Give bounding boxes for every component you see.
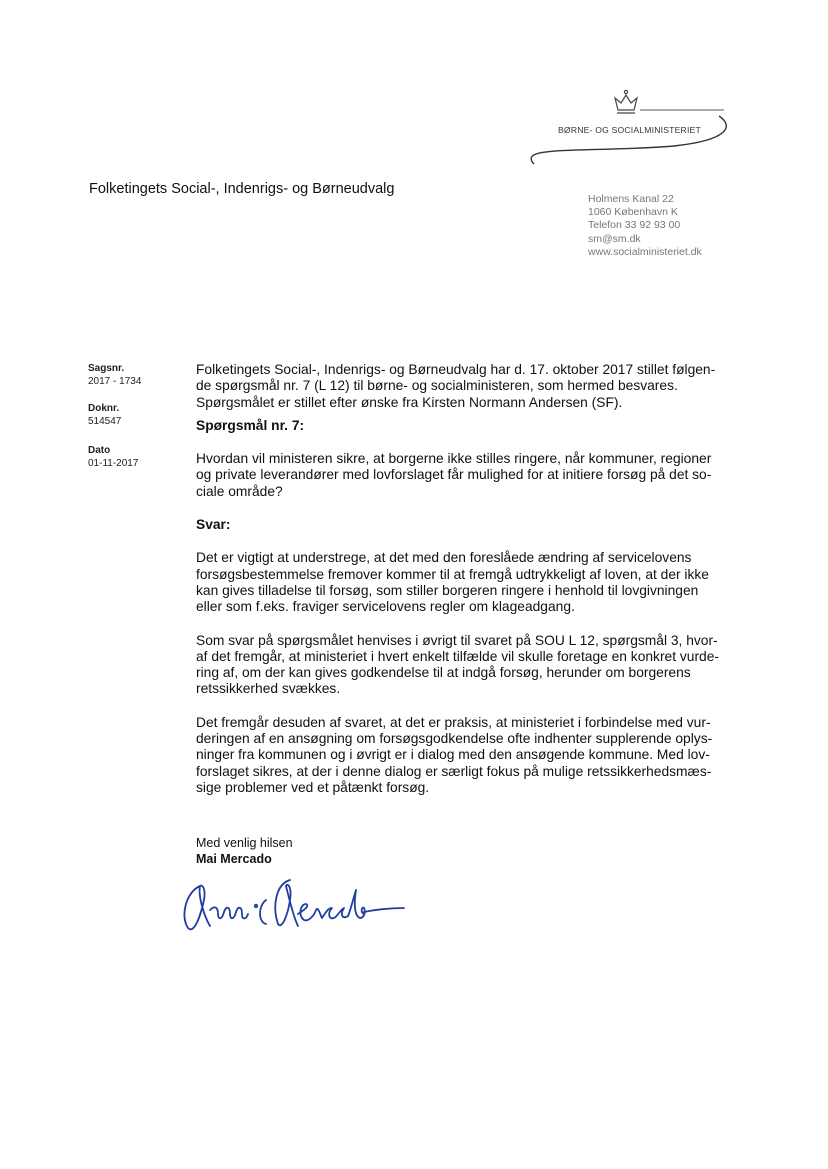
recipient: Folketingets Social-, Indenrigs- og Børneudvalg xyxy=(89,181,395,197)
answer-line: Det er vigtigt at understrege, at det med den foreslåede ændring af servicelovens xyxy=(196,550,692,566)
answer-paragraph-2 xyxy=(196,633,726,698)
intro-line: Folketingets Social-, Indenrigs- og Børneudvalg har d. 17. oktober 2017 stillet følgen- xyxy=(196,362,716,377)
answer-line: sige problemer ved et påtænkt forsøg. xyxy=(196,779,430,795)
handwritten-signature xyxy=(178,866,408,941)
answer-line: af det fremgår, at ministeriet i hvert enkelt tilfælde vil skulle foretage en konkret vurde- xyxy=(196,648,719,664)
answer-line: forslaget sikres, at der i denne dialog er særligt fokus på mulige retssikkerhedsmæs- xyxy=(196,763,712,779)
dato-label: Dato xyxy=(88,445,111,456)
answer-line: eller som f.eks. fraviger servicelovens regler om klageadgang. xyxy=(196,599,575,615)
greeting: Med venlig hilsen xyxy=(196,836,293,850)
meta-doknr xyxy=(88,402,121,428)
question-paragraph xyxy=(196,451,726,500)
ministry-name: BØRNE- OG SOCIALMINISTERIET xyxy=(558,125,701,135)
sagsnr-label: Sagsnr. xyxy=(88,363,125,374)
address-block xyxy=(588,193,702,259)
signer-name: Mai Mercado xyxy=(196,851,272,866)
answer-line: retssikkerhed svækkes. xyxy=(196,681,341,697)
question-line: og private leverandører med lovforslaget får mulighed for at initiere forsøg på det so- xyxy=(196,467,712,483)
ministry-logo xyxy=(524,88,734,168)
answer-line: ring af, om der kan gives godkendelse til at indgå forsøg, herunder om borgerens xyxy=(196,665,691,681)
intro-paragraph xyxy=(196,362,726,411)
answer-line: forsøgsbestemmelse fremover kommer til at fremgå udtrykkeligt af loven, at der ikke xyxy=(196,566,709,582)
question-line: ciale område? xyxy=(196,483,283,499)
answer-line: Det fremgår desuden af svaret, at det er praksis, at ministeriet i forbindelse med vur- xyxy=(196,714,711,730)
address-street: Holmens Kanal 22 xyxy=(588,193,674,205)
letter-body xyxy=(196,362,726,796)
sagsnr-value: 2017 - 1734 xyxy=(88,376,142,387)
answer-line: deringen af en ansøgning om forsøgsgodkendelse ofte indhenter supplerende oplys- xyxy=(196,731,713,747)
answer-paragraph-1 xyxy=(196,550,726,615)
address-city: 1060 København K xyxy=(588,206,678,219)
answer-line: ninger fra kommunen og i øvrigt er i dialog med den ansøgende kommune. Med lov- xyxy=(196,747,710,763)
intro-line: Spørgsmålet er stillet efter ønske fra Kirsten Normann Andersen (SF). xyxy=(196,394,623,410)
answer-line: kan gives tilladelse til forsøg, som stiller borgeren ringere i henhold til lovgivningen xyxy=(196,582,699,598)
meta-sagsnr xyxy=(88,362,141,388)
doknr-label: Doknr. xyxy=(88,403,120,414)
question-heading: Spørgsmål nr. 7: xyxy=(196,417,305,433)
answer-line: Som svar på spørgsmålet henvises i øvrigt til svaret på SOU L 12, spørgsmål 3, hvor- xyxy=(196,632,718,648)
meta-dato xyxy=(88,444,138,470)
address-phone: Telefon 33 92 93 00 xyxy=(588,219,681,232)
dato-value: 01-11-2017 xyxy=(88,458,139,469)
closing-block xyxy=(196,836,293,867)
answer-paragraph-3 xyxy=(196,715,726,796)
doknr-value: 514547 xyxy=(88,416,122,427)
intro-line: de spørgsmål nr. 7 (L 12) til børne- og socialministeren, som hermed besvares. xyxy=(196,378,678,394)
address-website: www.socialministeriet.dk xyxy=(588,245,702,258)
answer-heading: Svar: xyxy=(196,517,231,533)
question-line: Hvordan vil ministeren sikre, at borgerne ikke stilles ringere, når kommuner, regioner xyxy=(196,451,712,467)
address-email: sm@sm.dk xyxy=(588,232,641,245)
